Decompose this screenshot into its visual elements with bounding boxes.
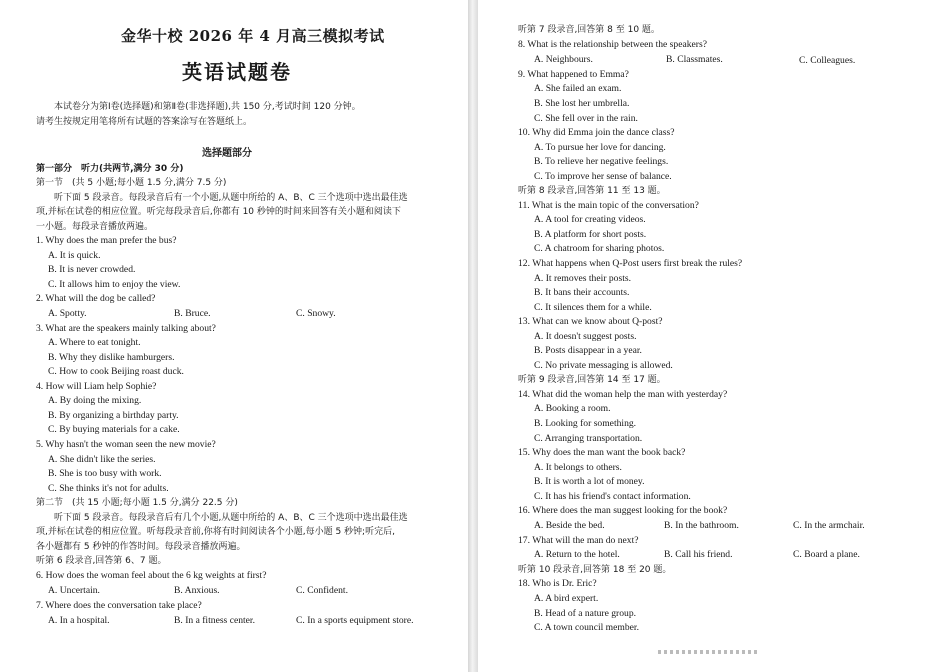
intro-line: 请考生按规定用笔将所有试题的答案涂写在答题纸上。 [36, 117, 253, 127]
option: C. In the armchair. [793, 520, 865, 531]
option: C. A chatroom for sharing photos. [534, 243, 665, 254]
instruction-line: 各小题都有 5 秒钟的作答时间。每段录音播放两遍。 [36, 542, 246, 552]
option: C. It silences them for a while. [534, 302, 652, 313]
option: C. Arranging transportation. [534, 433, 643, 444]
question: 1. Why does the man prefer the bus? [36, 235, 177, 246]
section-title: 选择题部分 [202, 148, 252, 159]
option: B. Looking for something. [534, 418, 637, 429]
recording-heading: 听第 7 段录音,回答第 8 至 10 题。 [518, 25, 660, 35]
question: 7. Where does the conversation take place? [36, 600, 202, 611]
option: A. Uncertain. [48, 585, 100, 596]
question: 11. What is the main topic of the conversation? [518, 200, 699, 211]
option: A. A bird expert. [534, 593, 599, 604]
part-heading: 第一部分 听力(共两节,满分 30 分) [36, 164, 184, 174]
instruction-line: 一小题。每段录音播放两遍。 [36, 222, 154, 232]
question: 12. What happens when Q-Post users first break the rules? [518, 258, 743, 269]
option: B. In the bathroom. [664, 520, 739, 531]
exam-subtitle: 英语试题卷 [182, 60, 292, 84]
option: A. Booking a room. [534, 403, 611, 414]
question: 6. How does the woman feel about the 6 kg weights at first? [36, 570, 267, 581]
question: 5. Why hasn't the woman seen the new movie? [36, 439, 216, 450]
option: A. In a hospital. [48, 615, 110, 626]
question: 9. What happened to Emma? [518, 69, 629, 80]
option: B. A platform for short posts. [534, 229, 647, 240]
option: B. Posts disappear in a year. [534, 345, 642, 356]
option: B. In a fitness center. [174, 615, 255, 626]
page-fold [468, 0, 478, 672]
question: 8. What is the relationship between the speakers? [518, 39, 707, 50]
exam-title: 金华十校 2026 年 4 月高三模拟考试 [121, 27, 385, 45]
right-page [478, 0, 950, 672]
instruction-line: 项,并标在试卷的相应位置。听每段录音前,你将有时间阅读各个小题,每小题 5 秒钟;听完后, [36, 527, 395, 537]
recording-heading: 听第 9 段录音,回答第 14 至 17 题。 [518, 375, 666, 385]
instruction-line: 听下面 5 段录音。每段录音后有几个小题,从题中所给的 A、B、C 三个选项中选出最佳选 [54, 513, 408, 523]
option: B. It is never crowded. [48, 264, 136, 275]
option: A. It removes their posts. [534, 273, 631, 284]
option: B. Bruce. [174, 308, 211, 319]
option: B. To relieve her negative feelings. [534, 156, 669, 167]
option: A. Neighbours. [534, 54, 593, 65]
option: C. In a sports equipment store. [296, 615, 414, 626]
option: C. Confident. [296, 585, 348, 596]
option: C. Board a plane. [793, 549, 860, 560]
instruction-line: 听下面 5 段录音。每段录音后有一个小题,从题中所给的 A、B、C 三个选项中选出最佳选 [54, 193, 408, 203]
option: B. It bans their accounts. [534, 287, 630, 298]
recording-heading: 听第 8 段录音,回答第 11 至 13 题。 [518, 186, 666, 196]
option: A. Where to eat tonight. [48, 337, 141, 348]
option: B. Classmates. [666, 54, 723, 65]
option: B. It is worth a lot of money. [534, 476, 645, 487]
option: B. She is too busy with work. [48, 468, 162, 479]
option: B. Call his friend. [664, 549, 733, 560]
option: A. By doing the mixing. [48, 395, 142, 406]
option: C. She thinks it's not for adults. [48, 483, 169, 494]
option: A. To pursue her love for dancing. [534, 142, 666, 153]
question: 16. Where does the man suggest looking for the book? [518, 505, 728, 516]
option: C. Colleagues. [799, 55, 856, 66]
option: C. No private messaging is allowed. [534, 360, 673, 371]
option: A. A tool for creating videos. [534, 214, 646, 225]
option: A. Beside the bed. [534, 520, 605, 531]
cropped-footer-mark [658, 650, 758, 654]
question: 2. What will the dog be called? [36, 293, 156, 304]
option: B. Anxious. [174, 585, 220, 596]
intro-line: 本试卷分为第Ⅰ卷(选择题)和第Ⅱ卷(非选择题),共 150 分,考试时间 120 分钟。 [54, 102, 361, 112]
section-heading: 第一节 (共 5 小题;每小题 1.5 分,满分 7.5 分) [36, 178, 227, 188]
option: C. A town council member. [534, 622, 639, 633]
option: A. It belongs to others. [534, 462, 622, 473]
option: C. Snowy. [296, 308, 336, 319]
option: C. How to cook Beijing roast duck. [48, 366, 184, 377]
option: A. She failed an exam. [534, 83, 622, 94]
recording-heading: 听第 10 段录音,回答第 18 至 20 题。 [518, 565, 672, 575]
option: C. To improve her sense of balance. [534, 171, 672, 182]
question: 3. What are the speakers mainly talking about? [36, 323, 216, 334]
question: 10. Why did Emma join the dance class? [518, 127, 675, 138]
question: 15. Why does the man want the book back? [518, 447, 686, 458]
question: 14. What did the woman help the man with yesterday? [518, 389, 728, 400]
recording-heading: 听第 6 段录音,回答第 6、7 题。 [36, 556, 167, 566]
left-page [0, 0, 468, 672]
option: A. Return to the hotel. [534, 549, 620, 560]
option: B. She lost her umbrella. [534, 98, 630, 109]
option: A. Spotty. [48, 308, 87, 319]
instruction-line: 项,并标在试卷的相应位置。听完每段录音后,你都有 10 秒钟的时间来回答有关小题和阅读下 [36, 207, 401, 217]
question: 13. What can we know about Q-post? [518, 316, 663, 327]
option: C. She fell over in the rain. [534, 113, 638, 124]
option: A. It is quick. [48, 250, 101, 261]
option: B. By organizing a birthday party. [48, 410, 179, 421]
option: C. By buying materials for a cake. [48, 424, 180, 435]
option: B. Why they dislike hamburgers. [48, 352, 175, 363]
section-heading: 第二节 (共 15 小题;每小题 1.5 分,满分 22.5 分) [36, 498, 238, 508]
option: C. It allows him to enjoy the view. [48, 279, 181, 290]
option: C. It has his friend's contact information. [534, 491, 691, 502]
option: A. It doesn't suggest posts. [534, 331, 637, 342]
question: 4. How will Liam help Sophie? [36, 381, 157, 392]
option: A. She didn't like the series. [48, 454, 156, 465]
question: 18. Who is Dr. Eric? [518, 578, 597, 589]
question: 17. What will the man do next? [518, 535, 639, 546]
option: B. Head of a nature group. [534, 608, 637, 619]
